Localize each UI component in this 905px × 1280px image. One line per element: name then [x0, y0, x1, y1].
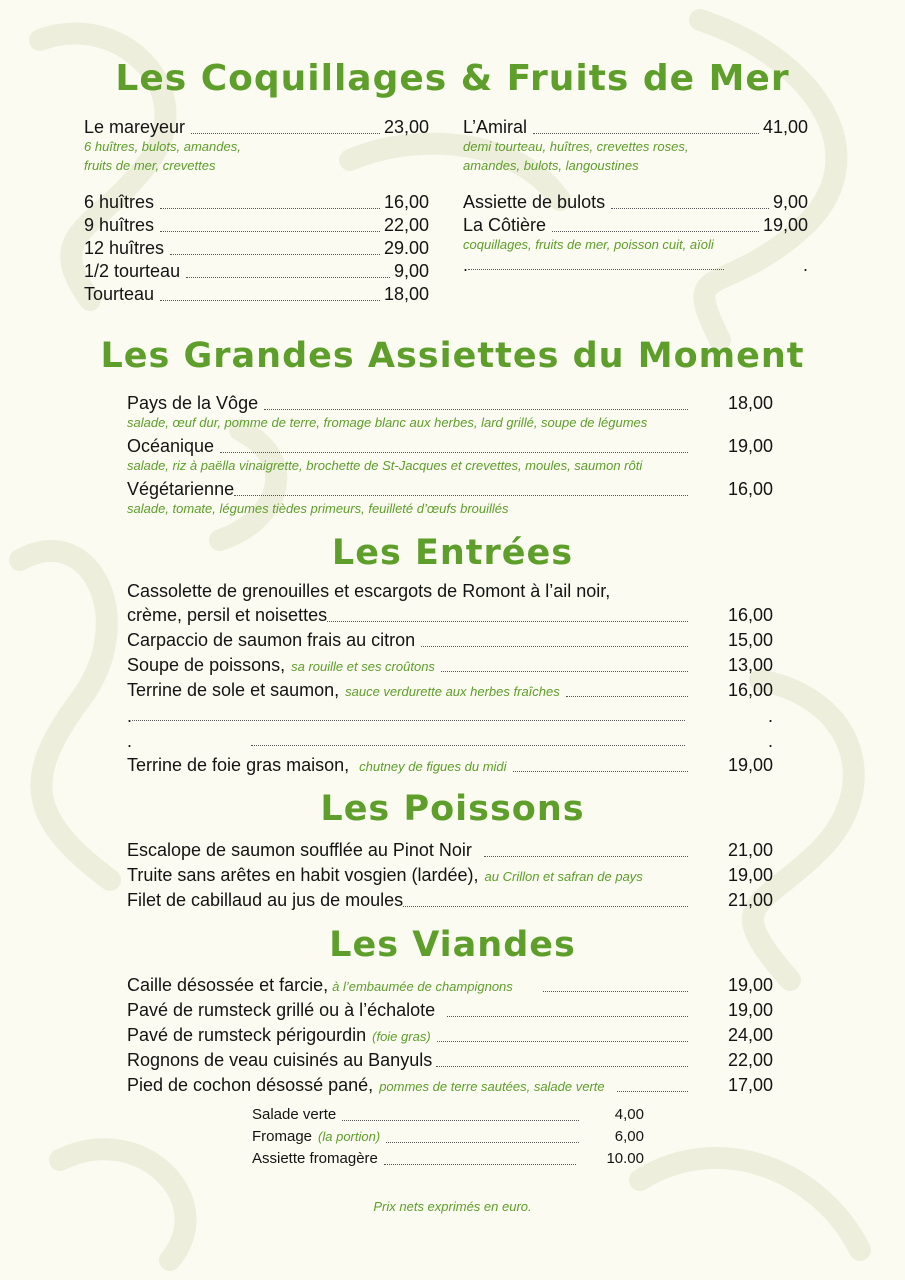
- item-name: Soupe de poissons,: [127, 655, 286, 675]
- menu-item: [84, 190, 429, 214]
- item-name: Caille désossée et farcie,: [127, 975, 329, 995]
- leader-dots: [543, 991, 688, 992]
- menu-item-vegetarienne: [127, 477, 773, 501]
- item-price: 18,00: [383, 284, 429, 304]
- item-name: Végétarienne: [127, 479, 235, 499]
- item-price: 16,00: [727, 479, 773, 499]
- item-description: coquillages, fruits de mer, poisson cuit, aïoli: [463, 237, 714, 252]
- section-title-viandes: Les Viandes: [329, 925, 576, 965]
- leader-dots: [264, 409, 688, 410]
- leader-dots: [436, 1066, 688, 1067]
- item-price: 16,00: [383, 192, 429, 212]
- menu-item-terrine-de-sole: [127, 678, 773, 702]
- item-name: Salade verte: [252, 1106, 337, 1123]
- item-name: Tourteau: [84, 284, 155, 304]
- item-price: 22,00: [383, 215, 429, 235]
- blank-mark: .: [127, 706, 133, 726]
- menu-item-fromage: [252, 1126, 644, 1148]
- item-description: salade, riz à paëlla vinaigrette, brochette de St-Jacques et crevettes, moules, saumon rôti: [127, 458, 643, 473]
- leader-dots: [447, 1016, 688, 1017]
- price-footnote: Prix nets exprimés en euro.: [373, 1199, 532, 1214]
- menu-item-l-amiral: [463, 115, 808, 139]
- item-price: 17,00: [727, 1075, 773, 1095]
- item-name: Cassolette de grenouilles et escargots de Romont à l’ail noir,: [127, 581, 611, 601]
- menu-item: [84, 213, 429, 237]
- item-name: Fromage: [252, 1128, 313, 1145]
- menu-item-truite: [127, 863, 773, 887]
- leader-dots: [191, 133, 380, 134]
- leader-dots: [617, 1091, 688, 1092]
- menu-item-pave-perigourdin: [127, 1023, 773, 1047]
- menu-item: [84, 236, 429, 260]
- item-price: 18,00: [727, 393, 773, 413]
- leader-dots: [160, 231, 380, 232]
- blank-mark: .: [802, 255, 808, 275]
- leader-dots: [386, 1142, 579, 1143]
- item-price: 19,00: [727, 865, 773, 885]
- item-note: pommes de terre sautées, salade verte: [379, 1079, 605, 1094]
- menu-item-escalope-de-saumon: [127, 838, 773, 862]
- item-price: 9,00: [393, 261, 429, 281]
- menu-item-la-cotiere: [463, 213, 808, 237]
- blank-menu-line: [127, 731, 773, 751]
- item-name: Filet de cabillaud au jus de moules: [127, 890, 404, 910]
- section-title-entrees: Les Entrées: [331, 533, 574, 573]
- menu-item: [84, 282, 429, 306]
- item-price: 6,00: [614, 1128, 644, 1145]
- menu-item-pave-grille: [127, 998, 773, 1022]
- item-note: sauce verdurette aux herbes fraîches: [345, 684, 560, 699]
- item-price: 21,00: [727, 890, 773, 910]
- item-price: 19,00: [727, 975, 773, 995]
- menu-item-le-mareyeur: [84, 115, 429, 139]
- item-price: 23,00: [383, 117, 429, 137]
- leader-dots: [170, 254, 380, 255]
- menu-item-soupe-de-poissons: [127, 653, 773, 677]
- item-name: 9 huîtres: [84, 215, 155, 235]
- menu-item-oceanique: [127, 434, 773, 458]
- leader-dots: [186, 277, 390, 278]
- menu-item-salade-verte: [252, 1104, 644, 1126]
- menu-item-assiette-de-bulots: [463, 190, 808, 214]
- item-name: Océanique: [127, 436, 215, 456]
- leader-dots: [220, 452, 688, 453]
- item-name: 1/2 tourteau: [84, 261, 181, 281]
- section-title-grandes-assiettes: Les Grandes Assiettes du Moment: [100, 336, 805, 376]
- leader-dots: [342, 1120, 579, 1121]
- blank-mark: .: [767, 706, 773, 726]
- item-name: Pavé de rumsteck grillé ou à l’échalote: [127, 1000, 436, 1020]
- leader-dots: [421, 646, 688, 647]
- leader-dots: [403, 906, 688, 907]
- item-price: 22,00: [727, 1050, 773, 1070]
- leader-dots: [251, 745, 685, 746]
- leader-dots: [441, 671, 688, 672]
- item-description: 6 huîtres, bulots, amandes,: [84, 139, 241, 154]
- item-name: 12 huîtres: [84, 238, 165, 258]
- item-description: salade, tomate, légumes tièdes primeurs, feuilleté d’œufs brouillés: [127, 501, 509, 516]
- item-note: à l’embaumée de champignons: [332, 979, 513, 994]
- blank-mark: .: [127, 731, 133, 751]
- menu-item-carpaccio: [127, 628, 773, 652]
- leader-dots: [327, 621, 688, 622]
- item-note: (foie gras): [372, 1029, 431, 1044]
- leader-dots: [552, 231, 759, 232]
- menu-item-rognons: [127, 1048, 773, 1072]
- menu-item-terrine-de-foie-gras: [127, 753, 773, 777]
- item-price: 19,00: [727, 755, 773, 775]
- section-title-poissons: Les Poissons: [320, 789, 585, 829]
- menu-item-cassolette: [127, 603, 773, 627]
- leader-dots: [513, 771, 688, 772]
- item-name: Pays de la Vôge: [127, 393, 259, 413]
- leader-dots: [160, 300, 380, 301]
- blank-menu-line: [463, 255, 808, 275]
- item-note: au Crillon et safran de pays: [484, 869, 643, 884]
- item-description: demi tourteau, huîtres, crevettes roses,: [463, 139, 689, 154]
- item-name: Terrine de foie gras maison,: [127, 755, 350, 775]
- item-price: 15,00: [727, 630, 773, 650]
- leader-dots: [484, 856, 688, 857]
- item-name: 6 huîtres: [84, 192, 155, 212]
- item-name: Pavé de rumsteck périgourdin: [127, 1025, 367, 1045]
- item-description: amandes, bulots, langoustines: [463, 158, 639, 173]
- item-note: (la portion): [318, 1129, 381, 1144]
- item-price: 41,00: [762, 117, 808, 137]
- item-price: 19,00: [727, 1000, 773, 1020]
- leader-dots: [468, 269, 724, 270]
- item-name: Assiette fromagère: [252, 1150, 378, 1167]
- item-name: Assiette de bulots: [463, 192, 606, 212]
- menu-item-filet-de-cabillaud: [127, 888, 773, 912]
- menu-item-caille: [127, 973, 773, 997]
- item-note: chutney de figues du midi: [359, 759, 507, 774]
- item-name: Le mareyeur: [84, 117, 186, 137]
- item-price: 16,00: [727, 605, 773, 625]
- menu-item-assiette-fromagere: [252, 1148, 644, 1170]
- item-price: 19,00: [727, 436, 773, 456]
- menu-item-pays-de-la-voge: [127, 391, 773, 415]
- leader-dots: [160, 208, 380, 209]
- section-title-coquillages: Les Coquillages & Fruits de Mer: [115, 58, 790, 99]
- blank-menu-line: [127, 706, 773, 726]
- item-description: fruits de mer, crevettes: [84, 158, 216, 173]
- leader-dots: [566, 696, 688, 697]
- menu-item-pied-de-cochon: [127, 1073, 773, 1097]
- item-price: 9,00: [772, 192, 808, 212]
- item-name: L’Amiral: [463, 117, 528, 137]
- blank-mark: .: [767, 731, 773, 751]
- blank-mark: .: [463, 255, 469, 275]
- leader-dots: [437, 1041, 688, 1042]
- item-price: 19,00: [762, 215, 808, 235]
- item-description: salade, œuf dur, pomme de terre, fromage blanc aux herbes, lard grillé, soupe de légumes: [127, 415, 648, 430]
- menu-item: [84, 259, 429, 283]
- item-name: Pied de cochon désossé pané,: [127, 1075, 374, 1095]
- leader-dots: [533, 133, 759, 134]
- item-name: Truite sans arêtes en habit vosgien (lardée),: [127, 865, 479, 885]
- item-price: 13,00: [727, 655, 773, 675]
- item-name: crème, persil et noisettes: [127, 605, 328, 625]
- item-note: sa rouille et ses croûtons: [291, 659, 435, 674]
- item-price: 24,00: [727, 1025, 773, 1045]
- leader-dots: [234, 495, 688, 496]
- leader-dots: [384, 1164, 577, 1165]
- item-name: La Côtière: [463, 215, 547, 235]
- item-price: 21,00: [727, 840, 773, 860]
- item-price: 4,00: [614, 1106, 644, 1123]
- leader-dots: [611, 208, 769, 209]
- item-price: 29.00: [383, 238, 429, 258]
- item-price: 10.00: [606, 1150, 644, 1167]
- item-name: Carpaccio de saumon frais au citron: [127, 630, 416, 650]
- leader-dots: [132, 720, 685, 721]
- item-price: 16,00: [727, 680, 773, 700]
- item-name: Rognons de veau cuisinés au Banyuls: [127, 1050, 433, 1070]
- item-name: Escalope de saumon soufflée au Pinot Noir: [127, 840, 472, 860]
- item-name: Terrine de sole et saumon,: [127, 680, 340, 700]
